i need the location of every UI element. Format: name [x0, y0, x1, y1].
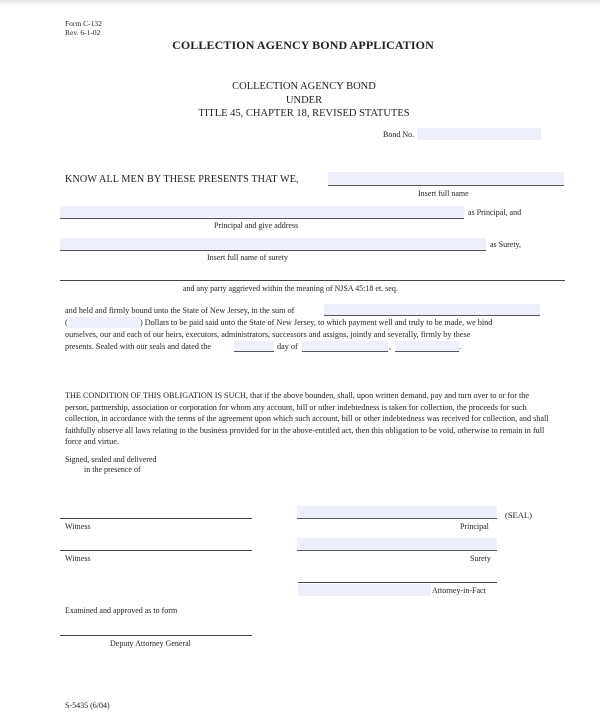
sum-number-field[interactable]	[69, 317, 140, 328]
deputy-ag-label: Deputy Attorney General	[110, 639, 191, 648]
bound-line-4: presents. Sealed with our seals and dated the	[65, 342, 211, 351]
surety-signature-field[interactable]	[297, 538, 497, 551]
form-revision: Rev. 6-1-02	[65, 28, 101, 37]
day-field[interactable]	[234, 341, 274, 352]
date-period: .	[459, 342, 462, 351]
signed-sealed-text: Signed, sealed and delivered	[65, 455, 157, 464]
full-name-caption: Insert full name	[418, 189, 469, 198]
examined-approved-text: Examined and approved as to form	[65, 606, 178, 615]
presence-of-text: in the presence of	[84, 465, 141, 474]
month-field[interactable]	[302, 341, 388, 352]
aggrieved-party-line[interactable]	[60, 280, 565, 281]
condition-text: that if the above bounden, shall, upon written demand, pay and turn over to or for the person, partnership, association or corporation for whom any account, bill or other indebtedness is taken for collection, the proceeds for such collection, in accordance with the terms of the agreement upon which such account, bill or other indebtedness was received for collection, and shall faithfully observe all laws relating to the business provided for in the above-entitled act, then this obligation to be void, otherwise to remain in full force and virtue.	[65, 391, 549, 446]
footer-form-code: S-5435 (6/04)	[65, 701, 110, 710]
witness-1-line[interactable]	[60, 518, 252, 519]
full-name-field[interactable]	[328, 172, 564, 186]
condition-paragraph	[65, 390, 550, 448]
bound-line-1: and held and firmly bound unto the State of New Jersey, in the sum of	[65, 306, 295, 315]
date-comma: ,	[389, 342, 392, 351]
surety-name-field[interactable]	[60, 238, 486, 251]
surety-label: Surety	[470, 554, 491, 563]
seal-label: (SEAL)	[505, 510, 532, 520]
bound-line-3: ourselves, our and each of our heirs, executors, administrators, successors and assigns, jointly and severally, firmly by these	[65, 330, 471, 339]
subtitle-line-1: COLLECTION AGENCY BOND	[232, 81, 376, 92]
aggrieved-caption: and any party aggrieved within the meaning of NJSA 45:18 et. seq.	[183, 284, 398, 293]
page-title: COLLECTION AGENCY BOND APPLICATION	[172, 38, 434, 52]
deputy-ag-signature-line[interactable]	[60, 635, 252, 636]
attorney-in-fact-line	[298, 582, 497, 583]
as-principal-text: as Principal, and	[468, 208, 522, 217]
principal-signature-field[interactable]	[297, 506, 497, 519]
form-number: Form C-132	[65, 19, 102, 28]
as-surety-text: as Surety,	[490, 240, 522, 249]
principal-label: Principal	[460, 522, 489, 531]
sum-words-field[interactable]	[324, 304, 540, 316]
day-of-text: day of	[277, 342, 298, 351]
principal-name-address-field[interactable]	[60, 206, 464, 219]
open-paren: (	[65, 318, 68, 327]
condition-lead: THE CONDITION OF THIS OBLIGATION IS SUCH,	[65, 391, 248, 400]
bond-no-label: Bond No.	[383, 130, 415, 139]
witness-2-label: Witness	[65, 554, 91, 563]
principal-caption: Principal and give address	[214, 221, 299, 230]
subtitle-line-3: TITLE 45, CHAPTER 18, REVISED STATUTES	[198, 108, 410, 119]
know-all-men-text: KNOW ALL MEN BY THESE PRESENTS THAT WE,	[65, 174, 299, 185]
year-field[interactable]	[395, 341, 462, 352]
attorney-in-fact-label: Attorney-in-Fact	[432, 586, 486, 595]
bond-subtitle	[0, 80, 600, 121]
witness-1-label: Witness	[65, 522, 91, 531]
bond-no-field[interactable]	[417, 128, 541, 140]
witness-2-line[interactable]	[60, 550, 252, 551]
subtitle-line-2: UNDER	[285, 94, 323, 106]
viewer-top-shadow	[0, 0, 600, 6]
surety-caption: Insert full name of surety	[207, 253, 288, 262]
attorney-in-fact-field[interactable]	[298, 584, 431, 596]
bound-line-2: ) Dollars to be paid said unto the State of New Jersey, to which payment well and truly to be made, we bind	[140, 318, 493, 327]
